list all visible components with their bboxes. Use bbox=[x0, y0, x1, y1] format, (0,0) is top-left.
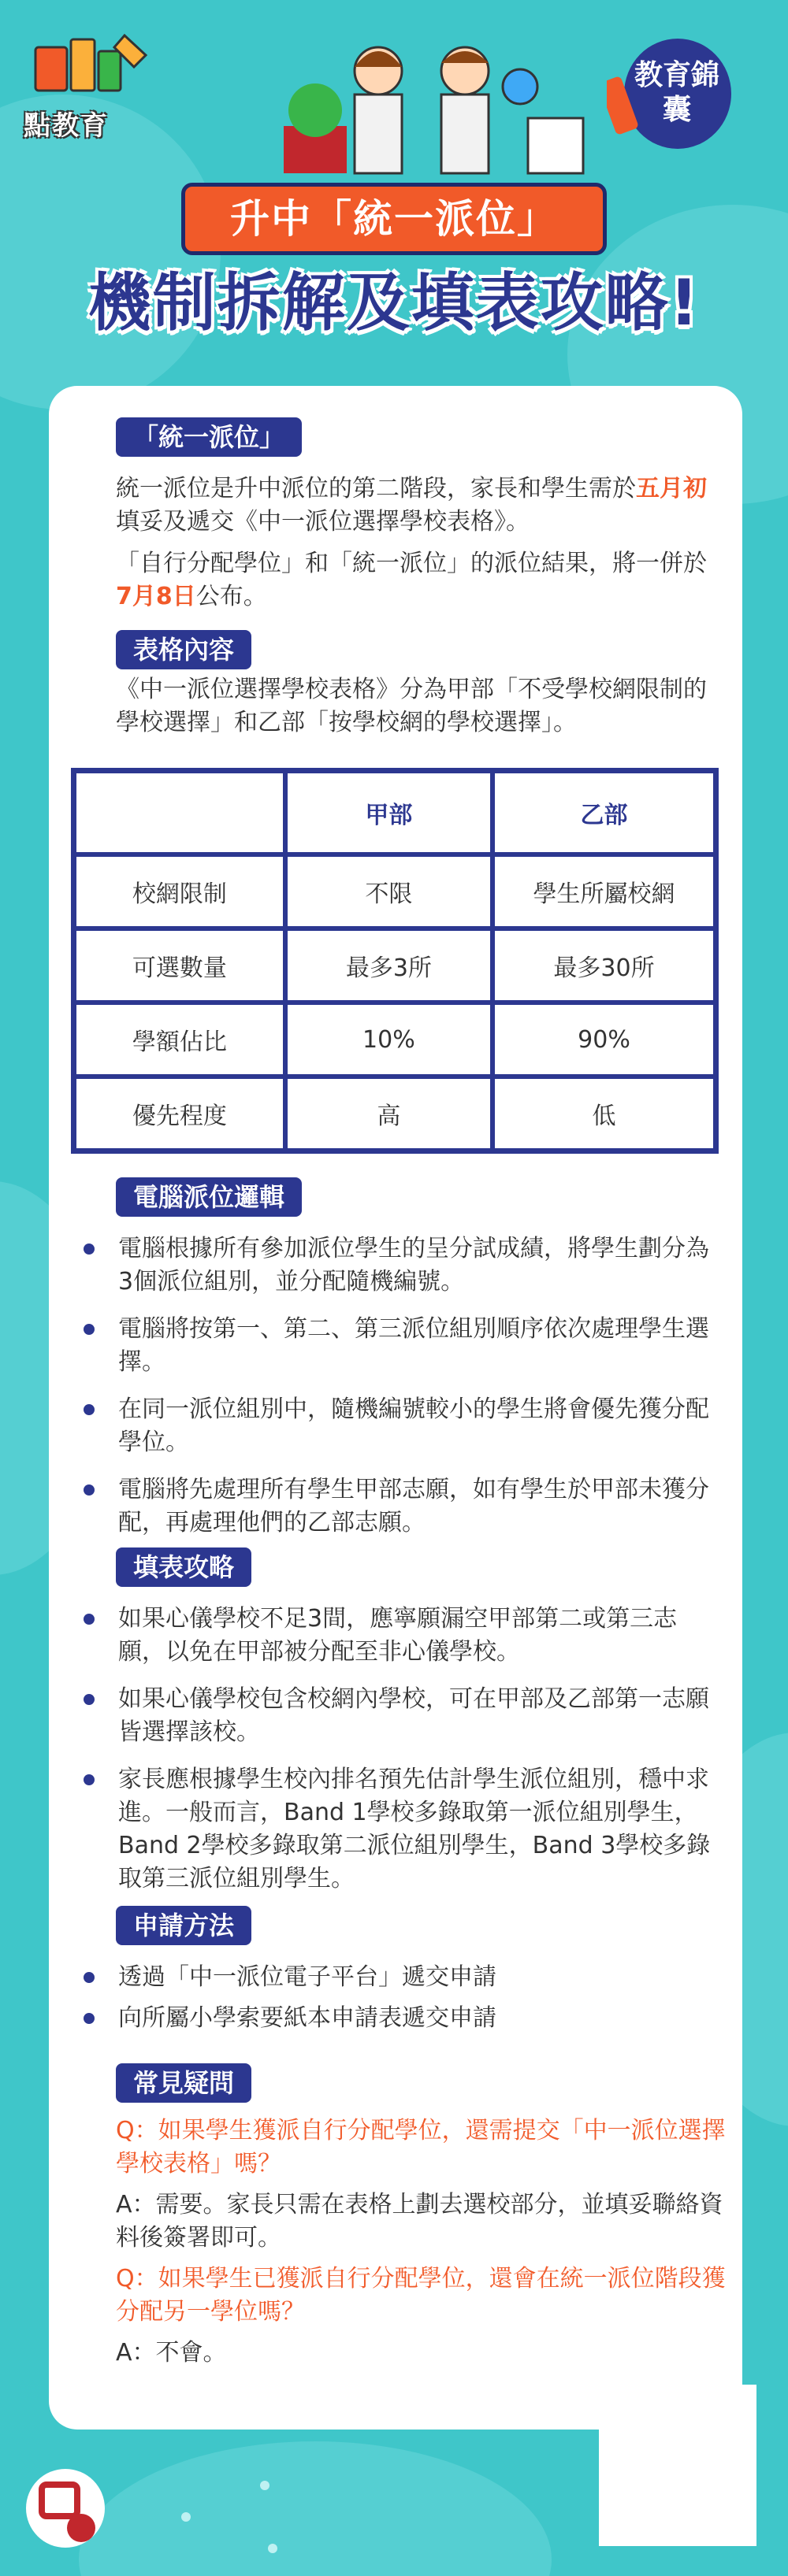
header bbox=[0, 0, 788, 370]
bullet-icon bbox=[84, 1694, 95, 1705]
bullet-icon bbox=[84, 1404, 95, 1415]
section-tag-tips: 填表攻略 bbox=[116, 1547, 251, 1587]
highlight-date: 五月初 bbox=[636, 475, 707, 502]
bullet-icon bbox=[84, 1324, 95, 1335]
comparison-table bbox=[71, 768, 719, 1154]
faq-block bbox=[116, 2115, 727, 2370]
table-cell: 校網限制 bbox=[74, 854, 285, 928]
edu-badge bbox=[607, 35, 733, 153]
faq-answer: A：需要。家長只需在表格上劃去選校部分，並填妥聯絡資料後簽署即可。 bbox=[116, 2191, 723, 2252]
table-cell: 學生所屬校網 bbox=[492, 854, 716, 928]
table-cell: 優先程度 bbox=[74, 1077, 285, 1151]
title-secondary: 機制拆解及填表攻略! bbox=[87, 266, 701, 339]
table-row bbox=[74, 854, 716, 928]
edu-badge-text: 教育錦囊 bbox=[634, 59, 719, 126]
list-item bbox=[80, 1763, 719, 1896]
list-item bbox=[80, 1473, 719, 1540]
tips-list bbox=[80, 1603, 719, 1910]
table-cell: 可選數量 bbox=[74, 928, 285, 1003]
list-item-text: 向所屬小學索要紙本申請表遞交申請 bbox=[118, 2004, 496, 2032]
list-item-text: 電腦將先處理所有學生甲部志願，如有學生於甲部未獲分配，再處理他們的乙部志願。 bbox=[118, 1476, 709, 1536]
brand-logo bbox=[24, 32, 165, 142]
list-item-text: 在同一派位組別中，隨機編號較小的學生將會優先獲分配學位。 bbox=[118, 1395, 709, 1456]
list-item bbox=[80, 1393, 719, 1459]
logic-list bbox=[80, 1232, 719, 1554]
list-item bbox=[80, 1603, 719, 1669]
text: 公布。 bbox=[195, 583, 267, 610]
list-item-text: 電腦將按第一、第二、第三派位組別順序依次處理學生選擇。 bbox=[118, 1315, 709, 1376]
blank-area bbox=[599, 2385, 756, 2546]
table-cell: 最多3所 bbox=[285, 928, 492, 1003]
text: 統一派位是升中派位的第二階段，家長和學生需於 bbox=[116, 475, 636, 502]
list-item-text: 如果心儀學校不足3間，應寧願漏空甲部第二或第三志願，以免在甲部被分配至非心儀學校。 bbox=[118, 1605, 678, 1666]
form-paragraph: 《中一派位選擇學校表格》分為甲部「不受學校網限制的學校選擇」和乙部「按學校網的學校選擇」。 bbox=[116, 676, 707, 736]
table-header-cell bbox=[74, 771, 285, 854]
books-icon bbox=[32, 32, 150, 95]
section-tag-apply: 申請方法 bbox=[116, 1906, 251, 1945]
unified-paragraph-2 bbox=[116, 547, 715, 613]
bullet-icon bbox=[84, 1614, 95, 1625]
list-item-text: 家長應根據學生校內排名預先估計學生派位組別，穩中求進。一般而言，Band 1學校多錄取第一派位組別學生，Band 2學校多錄取第二派位組別學生，Band 3學校多錄取第三派位組別學生。 bbox=[118, 1766, 711, 1892]
table-cell: 90% bbox=[492, 1003, 716, 1077]
list-item-text: 透過「中一派位電子平台」遞交申請 bbox=[118, 1963, 496, 1991]
table-cell: 最多30所 bbox=[492, 928, 716, 1003]
table-header-cell: 乙部 bbox=[492, 771, 716, 854]
bullet-icon bbox=[84, 1484, 95, 1496]
list-item-text: 電腦根據所有參加派位學生的呈分試成績，將學生劃分為3個派位組別，並分配隨機編號。 bbox=[118, 1235, 709, 1295]
highlight-date: 7月8日 bbox=[116, 583, 196, 610]
brand-logo-text: 點教育 bbox=[24, 110, 109, 142]
faq-question: Q：如果學生已獲派自行分配學位，還會在統一派位階段獲分配另一學位嗎？ bbox=[116, 2265, 726, 2326]
section-tag-unified: 「統一派位」 bbox=[116, 417, 302, 457]
list-item bbox=[80, 1961, 719, 1994]
bg-dot bbox=[181, 2512, 191, 2522]
table-header-cell: 甲部 bbox=[285, 771, 492, 854]
table-cell: 10% bbox=[285, 1003, 492, 1077]
bg-blob bbox=[79, 2441, 552, 2576]
content-card bbox=[49, 386, 742, 2430]
list-item bbox=[80, 1313, 719, 1379]
list-item bbox=[80, 1683, 719, 1749]
table-row bbox=[74, 1003, 716, 1077]
list-item bbox=[80, 2002, 719, 2035]
table-row bbox=[74, 1077, 716, 1151]
footer-logo-icon bbox=[22, 2465, 109, 2552]
title-primary: 升中「統一派位」 bbox=[181, 183, 607, 255]
list-item bbox=[80, 1232, 719, 1299]
bullet-icon bbox=[84, 1244, 95, 1255]
section-tag-faq: 常見疑問 bbox=[116, 2063, 251, 2103]
table-cell: 高 bbox=[285, 1077, 492, 1151]
bg-dot bbox=[268, 2544, 277, 2553]
students-illustration bbox=[284, 32, 599, 181]
faq-question: Q：如果學生獲派自行分配學位，還需提交「中一派位選擇學校表格」嗎？ bbox=[116, 2117, 726, 2178]
section-tag-form: 表格內容 bbox=[116, 630, 251, 669]
section-tag-logic: 電腦派位邏輯 bbox=[116, 1177, 302, 1217]
text: 填妥及遞交《中一派位選擇學校表格》。 bbox=[116, 508, 530, 536]
apply-list bbox=[80, 1961, 719, 2049]
bullet-icon bbox=[84, 2013, 95, 2024]
unified-paragraph-1 bbox=[116, 473, 715, 539]
list-item-text: 如果心儀學校包含校網內學校，可在甲部及乙部第一志願皆選擇該校。 bbox=[118, 1685, 709, 1746]
table-cell: 學額佔比 bbox=[74, 1003, 285, 1077]
table-header-row bbox=[74, 771, 716, 854]
bullet-icon bbox=[84, 1972, 95, 1983]
table-cell: 不限 bbox=[285, 854, 492, 928]
faq-answer: A：不會。 bbox=[116, 2339, 227, 2367]
table-cell: 低 bbox=[492, 1077, 716, 1151]
bullet-icon bbox=[84, 1774, 95, 1785]
bg-dot bbox=[260, 2481, 269, 2490]
text: 「自行分配學位」和「統一派位」的派位結果，將一併於 bbox=[116, 550, 707, 577]
table-row bbox=[74, 928, 716, 1003]
